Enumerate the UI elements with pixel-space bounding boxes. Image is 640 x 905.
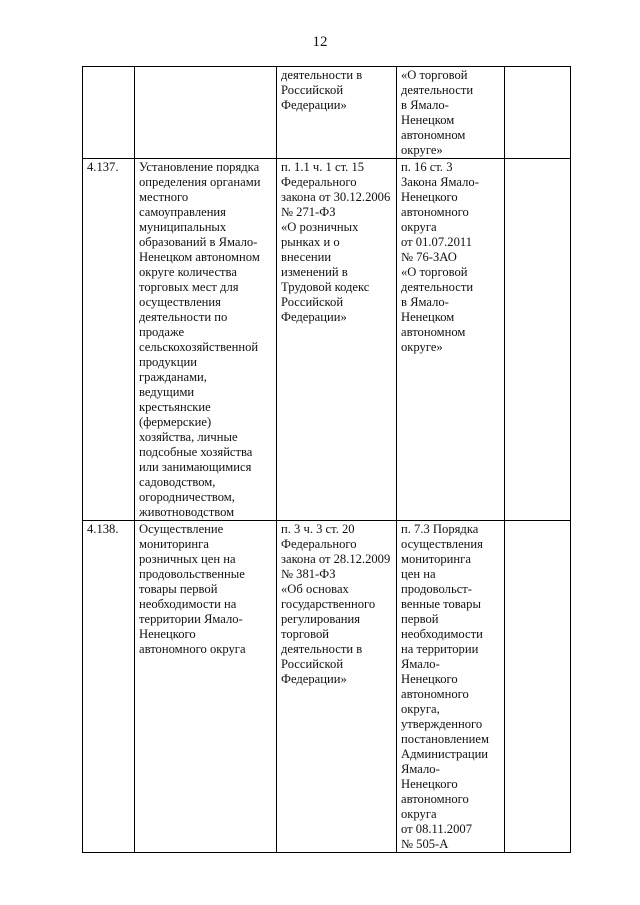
- federal-law-cell: п. 3 ч. 3 ст. 20 Федерального закона от 28.12.2009 № 381-ФЗ «Об основах государственного регулирования торговой деятельности в Российской Федерации»: [277, 521, 397, 853]
- legislation-table: [82, 66, 571, 853]
- table-row: [83, 521, 571, 853]
- table-row: [83, 67, 571, 159]
- row-number-cell: 4.138.: [83, 521, 135, 853]
- extra-cell: [505, 67, 571, 159]
- regional-law-cell: п. 16 ст. 3 Закона Ямало- Ненецкого автономного округа от 01.07.2011 № 76-ЗАО «О торговой деятельности в Ямало- Ненецком автономном округе»: [397, 159, 505, 521]
- regional-law-cell: п. 7.3 Порядка осуществления мониторинга цен на продовольст- венные товары первой необходимости на территории Ямало- Ненецкого автономного округа, утвержденного постановлением Администрации Ямало- Ненецкого автономного округа от 08.11.2007 № 505-А: [397, 521, 505, 853]
- extra-cell: [505, 521, 571, 853]
- row-number-cell: 4.137.: [83, 159, 135, 521]
- page-number: 12: [312, 34, 328, 50]
- row-number-cell: [83, 67, 135, 159]
- table-row: [83, 159, 571, 521]
- federal-law-cell: п. 1.1 ч. 1 ст. 15 Федерального закона от 30.12.2006 № 271-ФЗ «О розничных рынках и о внесении изменений в Трудовой кодекс Российской Федерации»: [277, 159, 397, 521]
- task-cell: Установление порядка определения органами местного самоуправления муниципальных образований в Ямало- Ненецком автономном округе количества торговых мест для осуществления деятельности по продаже сельскохозяйственной продукции гражданами, ведущими крестьянские (фермерские) хозяйства, личные подсобные хозяйства или занимающимися садоводством, огородничеством, животноводством: [135, 159, 277, 521]
- extra-cell: [505, 159, 571, 521]
- federal-law-cell: деятельности в Российской Федерации»: [277, 67, 397, 159]
- regional-law-cell: «О торговой деятельности в Ямало- Ненецком автономном округе»: [397, 67, 505, 159]
- task-cell: [135, 67, 277, 159]
- task-cell: Осуществление мониторинга розничных цен на продовольственные товары первой необходимости на территории Ямало- Ненецкого автономного округа: [135, 521, 277, 853]
